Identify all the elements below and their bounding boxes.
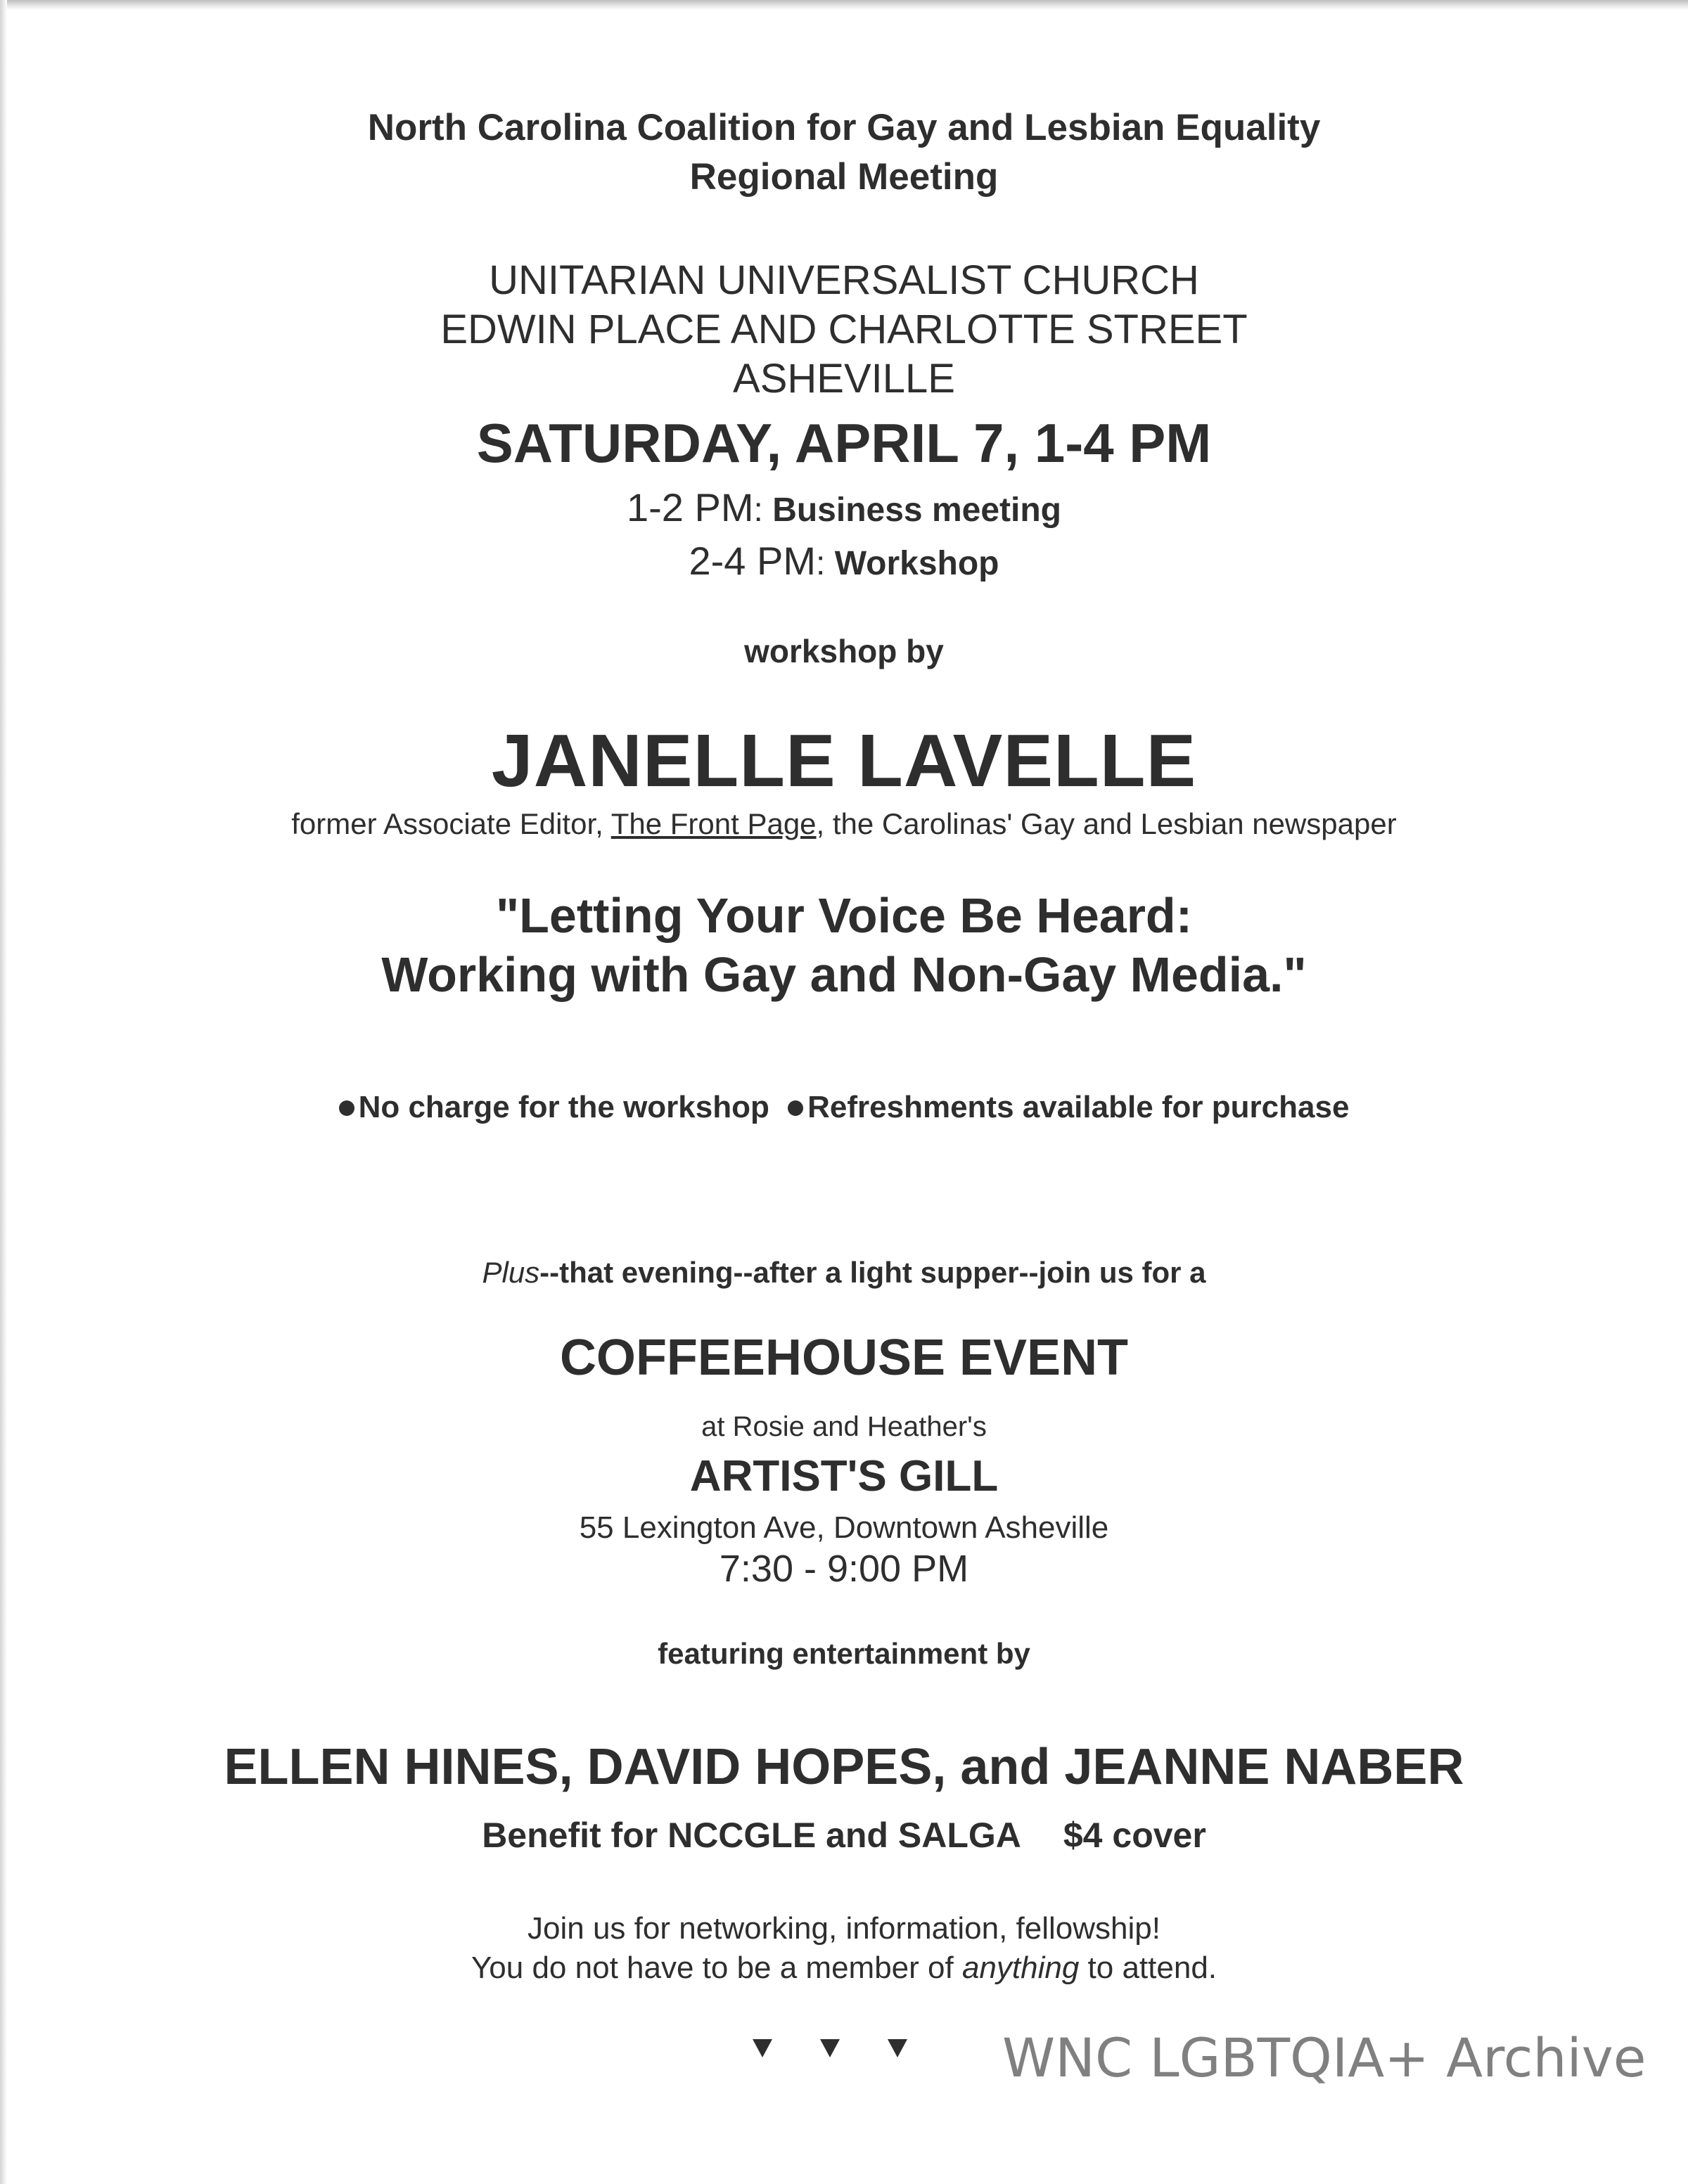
venue-name: UNITARIAN UNIVERSALIST CHURCH: [489, 257, 1199, 303]
workshop-by-label: workshop by: [744, 633, 944, 669]
performers: ELLEN HINES, DAVID HOPES, and JEANNE NABER: [224, 1739, 1464, 1795]
event-date-time: SATURDAY, APRIL 7, 1-4 PM: [476, 412, 1212, 474]
notes-line: [0, 1090, 1688, 1126]
schedule-activity: Workshop: [825, 545, 999, 582]
note-refreshments: Refreshments available for purchase: [807, 1090, 1350, 1124]
featuring-label: featuring entertainment by: [658, 1637, 1030, 1670]
coffeehouse-time: 7:30 - 9:00 PM: [719, 1548, 969, 1590]
schedule-time: 2-4 PM: [689, 539, 817, 583]
benefit-line: [0, 1816, 1688, 1856]
schedule-sep: :: [753, 492, 763, 529]
coffeehouse-event-title: COFFEEHOUSE EVENT: [559, 1330, 1129, 1386]
triangle-down-icon: [753, 2039, 772, 2057]
schedule-item: [0, 485, 1688, 530]
bullet-icon: [339, 1100, 354, 1116]
schedule-time: 1-2 PM: [627, 485, 754, 529]
publication-name: The Front Page: [610, 807, 817, 840]
closing-line2: [0, 1951, 1688, 1986]
organization-name: North Carolina Coalition for Gay and Lesbian Equality: [367, 107, 1321, 148]
workshop-title-line1: "Letting Your Voice Be Heard:: [495, 888, 1192, 943]
closing-line2-prefix: You do not have to be a member of: [471, 1951, 962, 1985]
coffeehouse-place: ARTIST'S GILL: [689, 1452, 999, 1501]
archive-watermark: WNC LGBTQIA+ Archive: [1002, 2026, 1647, 2089]
venue-address: EDWIN PLACE AND CHARLOTTE STREET: [440, 307, 1248, 352]
triangle-down-icon: [888, 2039, 907, 2057]
presenter-name: JANELLE LAVELLE: [491, 719, 1197, 802]
coffeehouse-host: at Rosie and Heather's: [701, 1411, 987, 1442]
schedule-item: [0, 539, 1688, 584]
cover-charge: $4 cover: [1063, 1816, 1206, 1855]
workshop-title-line2: Working with Gay and Non-Gay Media.": [381, 947, 1307, 1002]
closing-emphasis: anything: [961, 1951, 1080, 1985]
note-no-charge: No charge for the workshop: [358, 1090, 769, 1124]
presenter-title-prefix: former Associate Editor,: [291, 807, 611, 840]
evening-intro: [0, 1256, 1688, 1290]
benefit-text: Benefit for NCCGLE and SALGA: [482, 1816, 1021, 1855]
closing-line2-suffix: to attend.: [1079, 1951, 1217, 1985]
plus-word: Plus: [482, 1256, 540, 1289]
presenter-title: [0, 807, 1688, 841]
schedule-sep: :: [816, 545, 826, 582]
closing-line1: Join us for networking, information, fellowship!: [528, 1911, 1160, 1946]
schedule-activity: Business meeting: [762, 492, 1061, 529]
presenter-title-suffix: , the Carolinas' Gay and Lesbian newspaper: [816, 807, 1397, 840]
decorative-triangles: [753, 2039, 907, 2057]
meeting-type: Regional Meeting: [689, 156, 999, 198]
coffeehouse-address: 55 Lexington Ave, Downtown Asheville: [579, 1510, 1109, 1545]
venue-city: ASHEVILLE: [733, 356, 955, 402]
triangle-down-icon: [820, 2039, 840, 2057]
bullet-icon: [788, 1100, 803, 1116]
evening-intro-rest: --that evening--after a light supper--join us for a: [539, 1256, 1206, 1289]
